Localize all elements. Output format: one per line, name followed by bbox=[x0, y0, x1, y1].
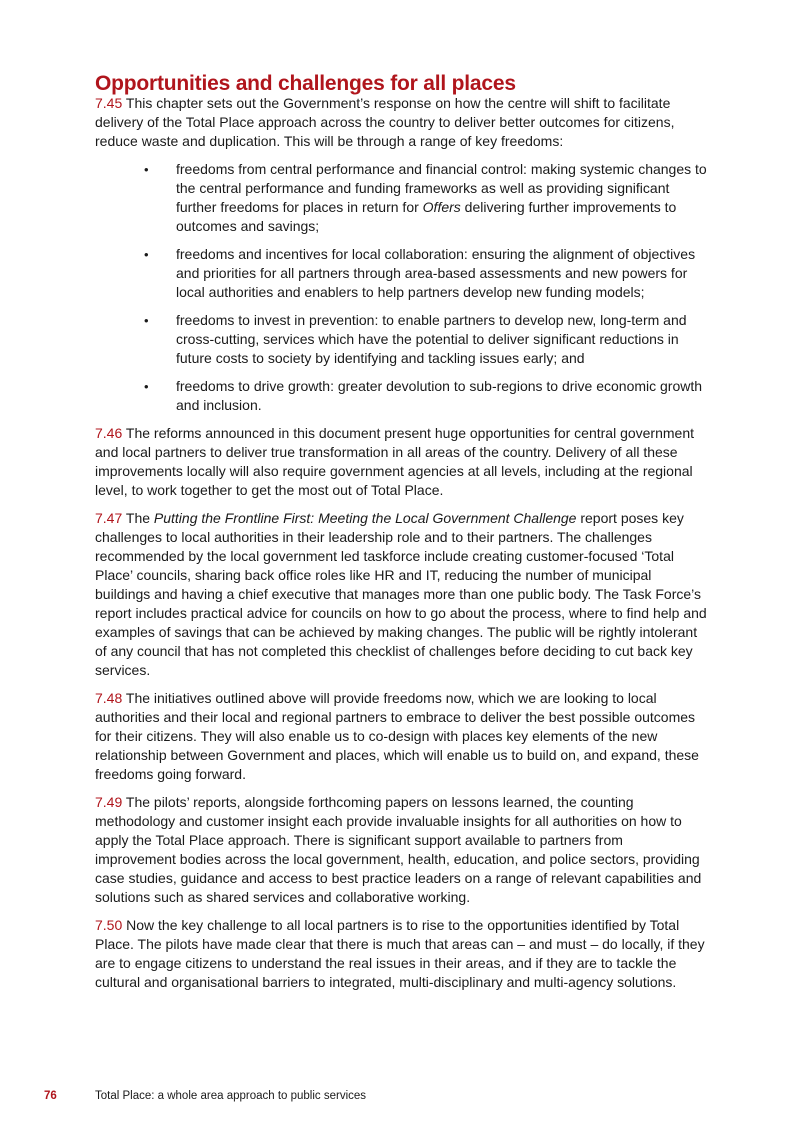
paragraph-number: 7.47 bbox=[95, 510, 123, 526]
list-item-text: freedoms to drive growth: greater devolution to sub-regions to drive economic growth and inclusion. bbox=[176, 378, 703, 413]
paragraph-7-50 bbox=[95, 916, 707, 992]
paragraph-number: 7.46 bbox=[95, 425, 123, 441]
list-item-emphasis: Offers bbox=[422, 199, 461, 215]
paragraph-number: 7.45 bbox=[95, 95, 123, 111]
freedoms-list bbox=[95, 160, 707, 415]
paragraph-text-end: report poses key challenges to local authorities in their leadership role and to their partners. The challenges recommended by the local government led taskforce include creating customer-focused ‘Total Place’ councils, sharing back office roles like HR and IT, reducing the number of municipal buildings and having a chief executive that manages more than one public body. The Task Force’s report includes practical advice for councils on how to go about the process, where to find help and examples of savings that can be achieved by making changes. The public will be rightly intolerant of any council that has not completed this checklist of challenges before deciding to cut back key services. bbox=[95, 510, 707, 678]
list-item bbox=[95, 377, 707, 415]
paragraph-text: The initiatives outlined above will provide freedoms now, which we are looking to local authorities and their local and regional partners to embrace to deliver the best possible outcomes for their citizens. They will also enable us to co-design with places key elements of the new relationship between Government and places, which will enable us to build on, and expand, these freedoms going forward. bbox=[95, 690, 699, 782]
bullet-icon: • bbox=[144, 162, 149, 177]
body-content bbox=[95, 94, 707, 1001]
bullet-icon: • bbox=[144, 313, 149, 328]
section-heading: Opportunities and challenges for all places bbox=[95, 72, 516, 96]
list-item-text: freedoms to invest in prevention: to enable partners to develop new, long-term and cross-cutting, services which have the potential to deliver significant reductions in future costs to society by identifying and tackling issues early; and bbox=[176, 312, 687, 366]
list-item-text: freedoms from central performance and financial control: making systemic changes to the central performance and funding frameworks as well as providing significant further freedoms for places in return for bbox=[176, 161, 707, 215]
paragraph-text: Now the key challenge to all local partners is to rise to the opportunities identified by Total Place. The pilots have made clear that there is much that areas can – and must – do locally, if they are to engage citizens to understand the real issues in their areas, and if they are to tackle the cultural and organisational barriers to integrated, multi-disciplinary and multi-agency solutions. bbox=[95, 917, 705, 990]
paragraph-text: The reforms announced in this document present huge opportunities for central government and local partners to deliver true transformation in all areas of the country. Delivery of all these improvements locally will also require government agencies at all levels, including at the regional level, to work together to get the most out of Total Place. bbox=[95, 425, 694, 498]
bullet-icon: • bbox=[144, 247, 149, 262]
paragraph-number: 7.50 bbox=[95, 917, 123, 933]
list-item bbox=[95, 245, 707, 302]
page-number: 76 bbox=[44, 1090, 57, 1102]
list-item bbox=[95, 160, 707, 236]
paragraph-text: The bbox=[125, 510, 154, 526]
list-item-text-end: delivering further improvements to outcomes and savings; bbox=[176, 199, 677, 234]
list-item-text: freedoms and incentives for local collaboration: ensuring the alignment of objectives and priorities for all partners through area-based assessments and new powers for local authorities and enablers to help partners develop new funding models; bbox=[176, 246, 696, 300]
paragraph-number: 7.48 bbox=[95, 690, 123, 706]
paragraph-7-48 bbox=[95, 689, 707, 784]
paragraph-number: 7.49 bbox=[95, 794, 123, 810]
report-title: Putting the Frontline First: Meeting the Local Government Challenge bbox=[153, 510, 577, 526]
paragraph-7-49 bbox=[95, 793, 707, 907]
footer-title: Total Place: a whole area approach to public services bbox=[95, 1090, 367, 1102]
paragraph-7-46 bbox=[95, 424, 707, 500]
paragraph-7-47 bbox=[95, 509, 707, 680]
list-item bbox=[95, 311, 707, 368]
paragraph-7-45 bbox=[95, 94, 707, 151]
paragraph-text: The pilots’ reports, alongside forthcoming papers on lessons learned, the counting methodology and customer insight each provide invaluable insights for all authorities on how to apply the Total Place approach. There is significant support available to partners from improvement bodies across the local government, health, education, and police sectors, providing case studies, guidance and access to best practice leaders on a range of relevant capabilities and solutions such as shared services and collaborative working. bbox=[95, 794, 702, 905]
paragraph-text: This chapter sets out the Government’s response on how the centre will shift to facilitate delivery of the Total Place approach across the country to deliver better outcomes for citizens, reduce waste and duplication. This will be through a range of key freedoms: bbox=[95, 95, 675, 149]
bullet-icon: • bbox=[144, 379, 149, 394]
